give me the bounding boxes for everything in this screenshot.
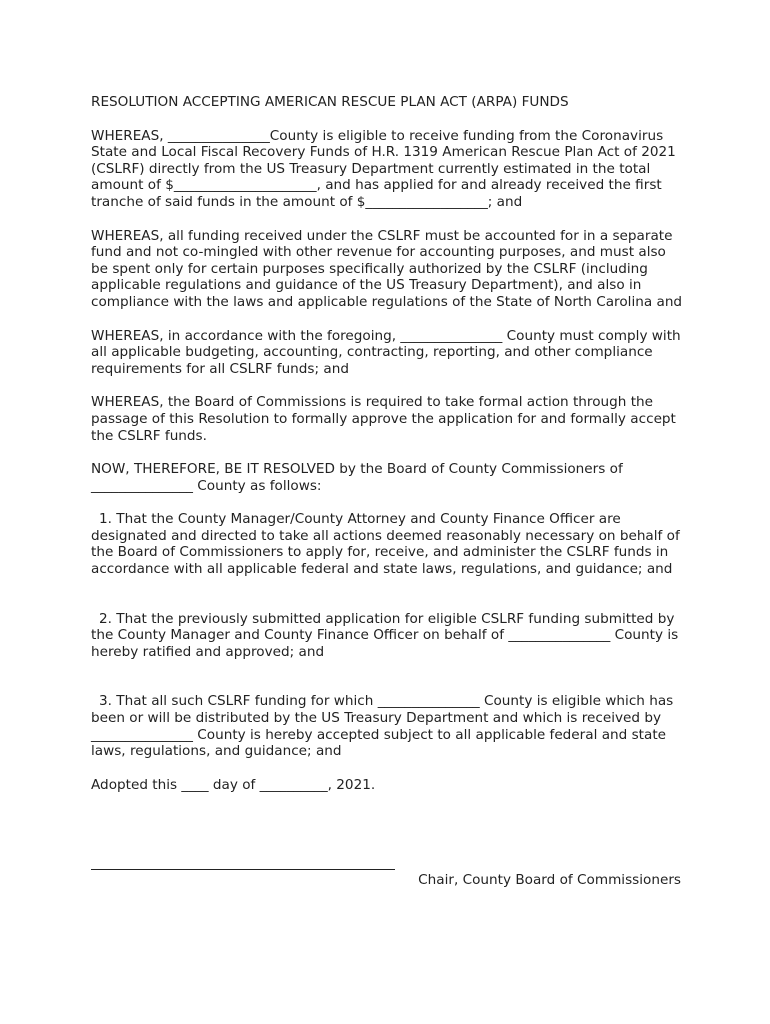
whereas-paragraph-1: WHEREAS, _______________County is eligible to receive funding from the Coronavirus State and Local Fiscal Recovery Funds of H.R. 1319 American Rescue Plan Act of 2021 (CSLRF) directly from the US Treasury Department currently estimated in the total amount of $_____________________, and has applied for and already received the first tranche of said funds in the amount of $__________________; and xyxy=(91,127,676,210)
whereas-paragraph-4: WHEREAS, the Board of Commissions is required to take formal action through the passage of this Resolution to formally approve the application for and formally accept the CSLRF funds. xyxy=(91,394,676,444)
whereas-paragraph-3: WHEREAS, in accordance with the foregoing, _______________ County must comply with all applicable budgeting, accounting, contracting, reporting, and other compliance requirements for all CSLRF funds; and xyxy=(91,327,681,377)
resolution-item-3: 3. That all such CSLRF funding for which _______________ County is eligible which has been or will be distributed by the US Treasury Department and which is received by _______________ County is hereby accepted subject to all applicable federal and state laws, regulations, and guidance; and xyxy=(91,693,674,760)
resolved-paragraph: NOW, THEREFORE, BE IT RESOLVED by the Board of County Commissioners of _______________ County as follows: xyxy=(91,461,623,494)
resolution-item-2: 2. That the previously submitted application for eligible CSLRF funding submitted by the County Manager and County Finance Officer on behalf of _______________ County is hereby ratified and approved; and xyxy=(91,610,679,660)
whereas-paragraph-2: WHEREAS, all funding received under the CSLRF must be accounted for in a separate fund and not co-mingled with other revenue for accounting purposes, and must also be spent only for certain purposes specifically authorized by the CSLRF (including applicable regulations and guidance of the US Treasury Department), and also in compliance with the laws and applicable regulations of the State of North Carolina and xyxy=(91,227,683,310)
resolution-item-1: 1. That the County Manager/County Attorney and County Finance Officer are designated and directed to take all actions deemed reasonably necessary on behalf of the Board of Commissioners to apply for, receive, and administer the CSLRF funds in accordance with all applicable federal and state laws, regulations, and guidance; and xyxy=(91,511,680,578)
resolution-document xyxy=(91,94,683,810)
signature-block xyxy=(91,853,681,889)
document-title: RESOLUTION ACCEPTING AMERICAN RESCUE PLAN ACT (ARPA) FUNDS xyxy=(91,94,569,110)
signature-line xyxy=(91,853,395,870)
adopted-date-line: Adopted this ____ day of __________, 2021. xyxy=(91,776,376,793)
signature-label: Chair, County Board of Commissioners xyxy=(418,872,681,888)
